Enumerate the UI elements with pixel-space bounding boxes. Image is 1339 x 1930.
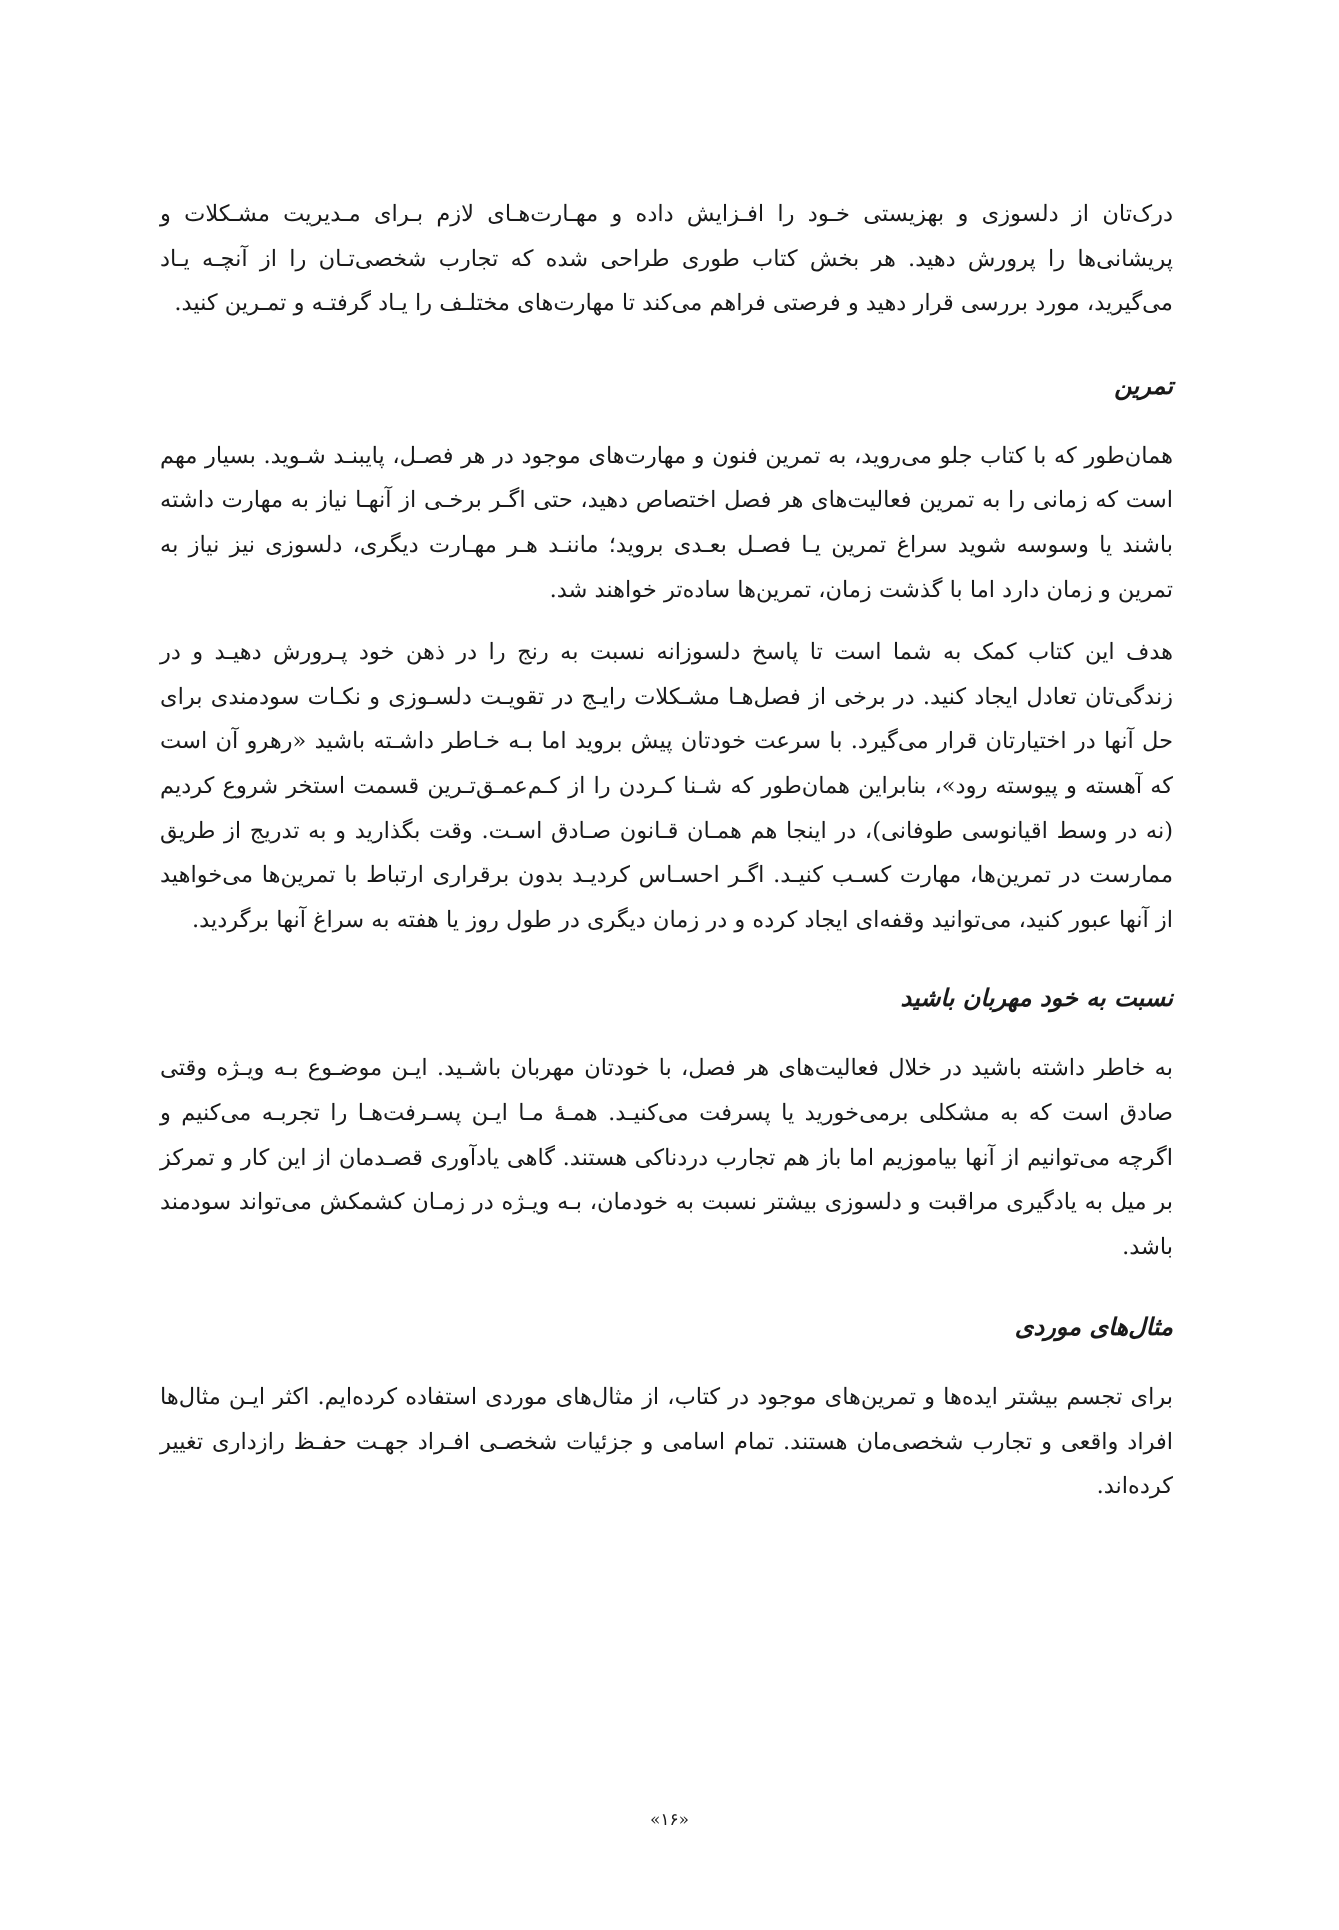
page-number: «۱۶» (649, 1810, 690, 1830)
practice-paragraph-1: همان‌طور که با کتاب جلو می‌روید، به تمرین فنون و مهارت‌های موجود در هر فصـل، پایبنـد شـوید. بسیار مهم است که زمانی را به تمرین فعالیت‌های هر فصل اختصاص دهید، حتی اگـر برخـی از آنهـا نیاز به مهارت داشته باشند یا وسوسه شوید سراغ تمرین یـا فصـل بعـدی بروید؛ ماننـد هـر مهـارت دیگری، دلسوزی نیز نیاز به تمرین و زمان دارد اما با گذشت زمان، تمرین‌ها ساده‌تر خواهند شد. (160, 442, 1173, 603)
heading-examples: مثال‌های موردی (1014, 1312, 1173, 1342)
intro-paragraph: درک‌تان از دلسوزی و بهزیستی خـود را افـزایش داده و مهـارت‌هـای لازم بـرای مـدیریت مشـکلات و پریشانی‌ها را پرورش دهید. هر بخش کتاب طوری طراحی شده که تجارب شخصی‌تـان را از آنچـه یـاد می‌گیرید، مورد بررسی قرار دهید و فرصتی فراهم می‌کند تا مهارت‌های مختلـف را یـاد گرفتـه و تمـرین کنید. (160, 201, 1173, 317)
heading-practice: تمرین (1114, 370, 1173, 400)
heading-kindness: نسبت به خود مهربان باشید (900, 983, 1173, 1013)
page-body (160, 192, 1173, 1509)
examples-paragraph: برای تجسم بیشتر ایده‌ها و تمرین‌های موجود در کتاب، از مثال‌های موردی استفاده کرده‌ایم. اکثر ایـن مثال‌ها افراد واقعی و تجارب شخصی‌مان هستند. تمام اسامی و جزئیات شخصـی افـراد جهـت حفـظ رازداری تغییر کرده‌اند. (160, 1384, 1173, 1500)
kindness-paragraph: به خاطر داشته باشید در خلال فعالیت‌های هر فصل، با خودتان مهربان باشـید. ایـن موضـوع بـه ویـژه وقتی صادق است که به مشکلی برمی‌خورید یا پسرفت می‌کنیـد. همـهٔ مـا ایـن پسـرفت‌هـا را تجربـه می‌کنیم و اگرچه می‌توانیم از آنها بیاموزیم اما باز هم تجارب دردناکی هستند. گاهی یادآوری قصـدمان از این کار و تمرکز بر میل به یادگیری مراقبت و دلسوزی بیشتر نسبت به خودمان، بـه ویـژه در زمـان کشمکش می‌تواند سودمند باشد. (160, 1055, 1173, 1260)
practice-paragraph-2: هدف این کتاب کمک به شما است تا پاسخ دلسوزانه نسبت به رنج را در ذهن خود پـرورش دهیـد و در زندگی‌تان تعادل ایجاد کنید. در برخی از فصل‌هـا مشـکلات رایـج در تقویـت دلسـوزی و نکـات سودمندی برای حل آنها در اختیارتان قرار می‌گیرد. با سرعت خودتان پیش بروید اما بـه خـاطر داشـته باشید «رهرو آن است که آهسته و پیوسته رود»، بنابراین همان‌طور که شـنا کـردن را از کـم‌عمـق‌تـرین قسمت استخر شروع کردیم (نه در وسط اقیانوسی طوفانی)، در اینجا هم همـان قـانون صـادق اسـت. وقت بگذارید و به تدریج از طریق ممارست در تمرین‌ها، مهارت کسـب کنیـد. اگـر احسـاس کردیـد بدون برقراری ارتباط با تمرین‌ها می‌خواهید از آنها عبور کنید، می‌توانید وقفه‌ای ایجاد کرده و در زمان دیگری در طول روز یا هفته به سراغ آنها برگردید. (160, 639, 1173, 933)
